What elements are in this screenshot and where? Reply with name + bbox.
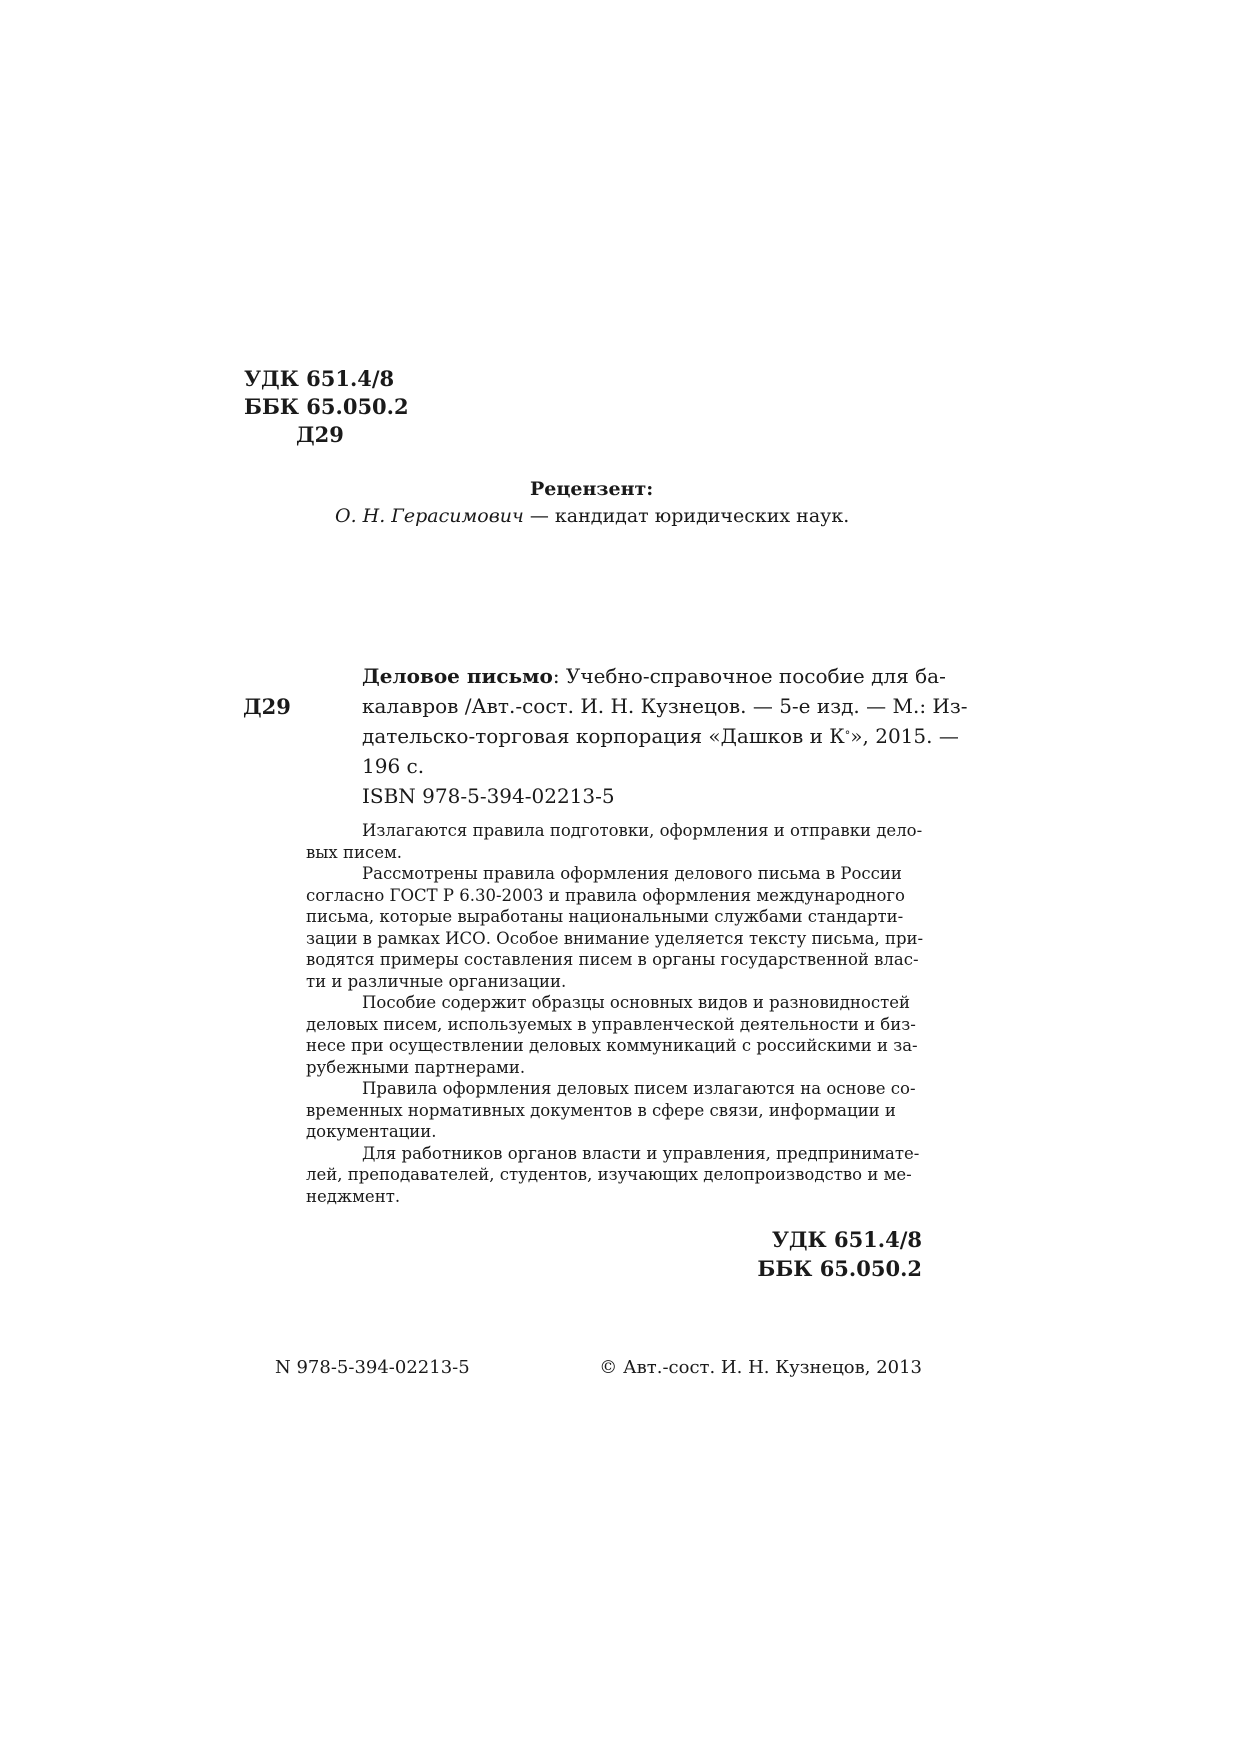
author-mark: Д29 [296, 422, 344, 447]
book-title: Деловое письмо [362, 664, 553, 688]
reviewer-description: — кандидат юридических наук. [523, 505, 850, 527]
annotation-line: временных нормативных документов в сфере связи, информации и [306, 1100, 896, 1120]
annotation-line: Рассмотрены правила оформления делового письма в России [362, 864, 902, 883]
annotation-line: деловых писем, используемых в управленческой деятельности и биз- [306, 1014, 916, 1034]
annotation-line: ти и различные организации. [306, 971, 567, 991]
annotation-line: документации. [306, 1122, 437, 1141]
biblio-line-3 [362, 721, 959, 751]
reviewer-line [335, 505, 849, 527]
annotation-line: вых писем. [306, 842, 403, 862]
biblio-line-1-rest: : Учебно-справочное пособие для ба- [552, 664, 946, 688]
bibliographic-record [362, 661, 968, 781]
biblio-line-2: калавров /Авт.-сост. И. Н. Кузнецов. — 5-е изд. — М.: Из- [362, 694, 968, 718]
biblio-line-3a: дательско-торговая корпорация «Дашков и К [362, 724, 845, 748]
annotation-line: рубежными партнерами. [306, 1057, 526, 1077]
isbn-bottom: N 978-5-394-02213-5 [275, 1357, 470, 1378]
annotation-line: Пособие содержит образцы основных видов и разновидностей [362, 993, 910, 1012]
footer-classification [757, 1225, 922, 1283]
margin-author-mark: Д29 [243, 694, 291, 719]
isbn: ISBN 978-5-394-02213-5 [362, 784, 615, 808]
annotation-line: согласно ГОСТ Р 6.30-2003 и правила оформления международного [306, 885, 905, 905]
biblio-line-3b: », 2015. — [850, 724, 959, 748]
annotation-line: письма, которые выработаны национальными службами стандарти- [306, 907, 904, 926]
udk-code: УДК 651.4/8 [244, 366, 395, 391]
annotation-line: Для работников органов власти и управления, предпринимате- [362, 1143, 920, 1163]
annotation-line: Правила оформления деловых писем излагаются на основе со- [362, 1079, 916, 1098]
footer-bbk: ББК 65.050.2 [757, 1256, 922, 1281]
bbk-code: ББК 65.050.2 [244, 394, 409, 419]
annotation-line: лей, преподавателей, студентов, изучающих делопроизводство и ме- [306, 1165, 912, 1184]
annotation-line: зации в рамках ИСО. Особое внимание уделяется тексту письма, при- [306, 928, 924, 948]
annotation-line: несе при осуществлении деловых коммуникаций с российскими и за- [306, 1036, 918, 1055]
biblio-line-1 [362, 661, 946, 691]
annotation-line: неджмент. [306, 1186, 401, 1206]
biblio-line-4: 196 с. [362, 754, 425, 778]
reviewer-name: О. Н. Герасимович [335, 505, 524, 527]
annotation-line: водятся примеры составления писем в органы государственной влас- [306, 950, 919, 969]
classification-block [244, 365, 409, 449]
annotation [306, 820, 922, 1207]
footer-udk: УДК 651.4/8 [771, 1227, 922, 1252]
reviewer-heading: Рецензент: [530, 478, 654, 500]
copyright: © Авт.-сост. И. Н. Кузнецов, 2013 [599, 1357, 922, 1378]
degree-sign: ° [844, 729, 851, 742]
annotation-line: Излагаются правила подготовки, оформления и отправки дело- [362, 821, 923, 840]
